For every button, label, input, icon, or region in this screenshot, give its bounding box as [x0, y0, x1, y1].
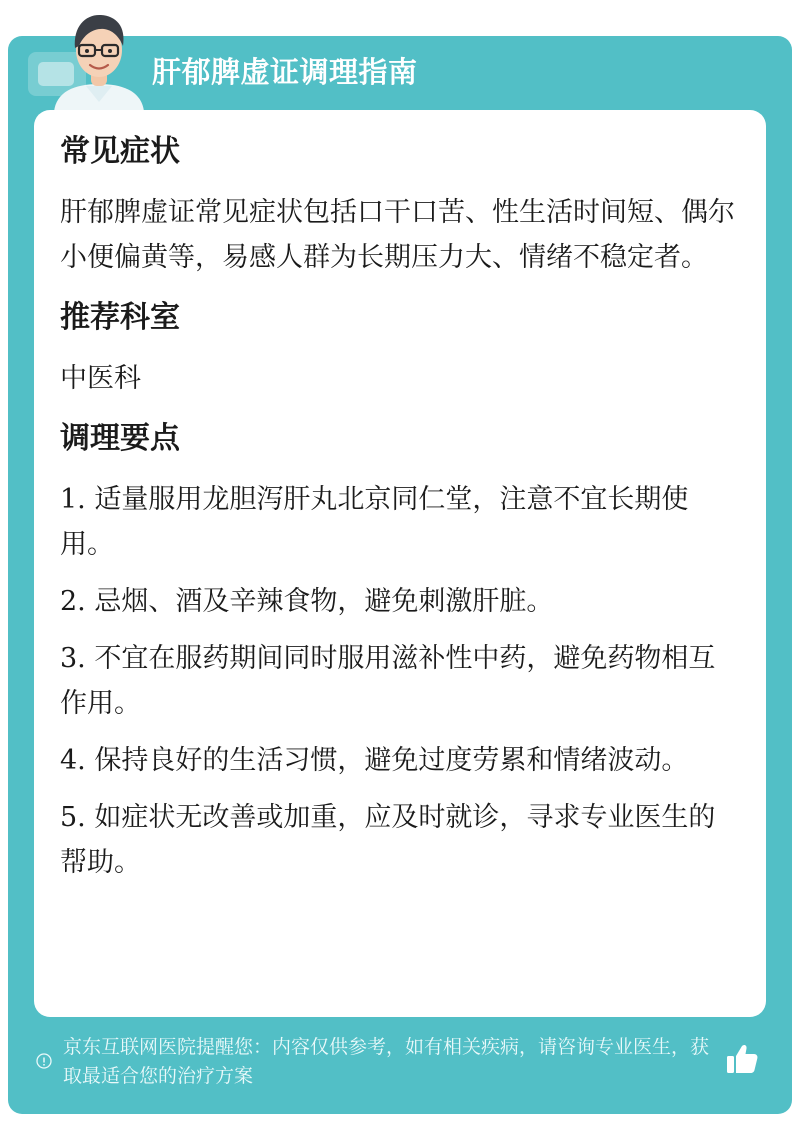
thumbs-up-icon[interactable] [724, 1041, 760, 1077]
care-point-text: 不宜在服药期间同时服用滋补性中药，避免药物相互作用。 [60, 643, 716, 719]
content-card [34, 110, 766, 1017]
care-point-item [60, 636, 740, 726]
care-point-item [60, 738, 740, 783]
symptoms-text: 肝郁脾虚证常见症状包括口干口苦、性生活时间短、偶尔小便偏黄等，易感人群为长期压力大、情绪不稳定者。 [60, 197, 735, 273]
info-icon [36, 1053, 52, 1069]
footer-disclaimer-text: 京东互联网医院提醒您：内容仅供参考，如有相关疾病，请咨询专业医生，获取最适合您的治疗方案 [63, 1036, 710, 1087]
care-point-item [60, 579, 740, 624]
care-point-item [60, 795, 740, 885]
care-point-text: 如症状无改善或加重，应及时就诊，寻求专业医生的帮助。 [60, 802, 716, 878]
care-point-number: 1. [60, 484, 86, 515]
care-point-text: 保持良好的生活习惯，避免过度劳累和情绪波动。 [85, 745, 689, 776]
department-text: 中医科 [60, 363, 141, 394]
symptoms-heading: 常见症状 [60, 134, 180, 169]
footer-disclaimer [36, 1033, 726, 1091]
care-point-text: 适量服用龙胆泻肝丸北京同仁堂，注意不宜长期使用。 [60, 484, 689, 560]
care-point-number: 2. [60, 586, 86, 617]
care-point-number: 3. [60, 643, 86, 674]
care-point-text: 忌烟、酒及辛辣食物，避免刺激肝脏。 [85, 586, 554, 617]
care-point-item [60, 477, 740, 567]
care-points-heading: 调理要点 [60, 421, 180, 456]
doctor-avatar [46, 6, 152, 112]
care-point-number: 5. [60, 802, 86, 833]
care-point-number: 4. [60, 745, 86, 776]
department-heading: 推荐科室 [60, 300, 180, 335]
page-title: 肝郁脾虚证调理指南 [152, 55, 418, 89]
